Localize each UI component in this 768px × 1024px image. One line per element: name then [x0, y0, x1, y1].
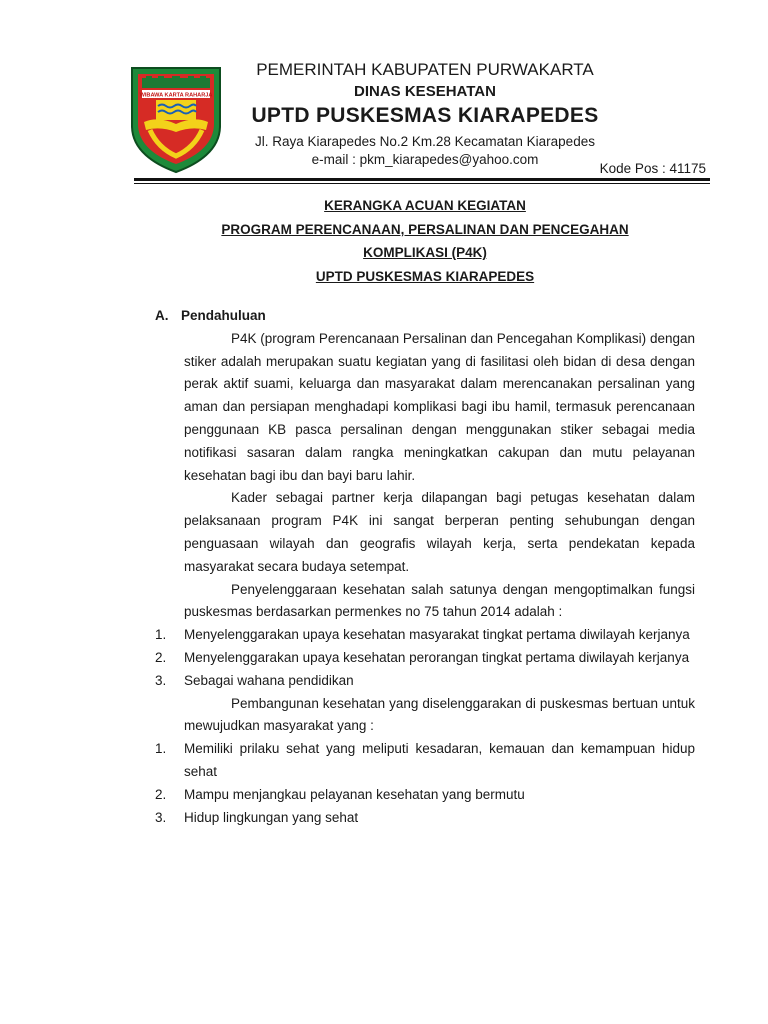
paragraph-3: Penyelenggaraan kesehatan salah satunya dengan mengoptimalkan fungsi puskesmas berdasarkan permenkes no 75 tahun 2014 adalah : — [184, 581, 695, 620]
postal-code: Kode Pos : 41175 — [599, 161, 706, 176]
letterhead-rule-thin — [134, 183, 710, 184]
paragraph-4: Pembangunan kesehatan yang diselenggarakan di puskesmas bertuan untuk mewujudkan masyarakat yang : — [184, 695, 695, 734]
svg-text:WIBAWA KARTA RAHARJA: WIBAWA KARTA RAHARJA — [139, 92, 213, 99]
title-line-4: UPTD PUSKESMAS KIARAPEDES — [315, 268, 535, 284]
section-label: A. — [155, 308, 169, 323]
paragraph-1: P4K (program Perencanaan Persalinan dan Pencegahan Komplikasi) dengan stiker adalah merupakan suatu kegiatan yang di fasilitasi oleh bidan di desa dengan perak aktif suami, keluarga dan masyarakat dalam merencanakan persalinan yang aman dan persiapan menghadapi komplikasi bagi ibu hamil, termasuk perencanaan penggunaan KB pasca persalinan dengan menggunakan stiker sebagai media notifikasi sasaran dalam rangka meningkatkan cakupan dan mutu pelayanan kesehatan bagi ibu dan bayi baru lahir. — [184, 330, 695, 483]
list-item: 3. Hidup lingkungan yang sehat — [155, 809, 359, 825]
institution-name: UPTD PUSKESMAS KIARAPEDES — [251, 104, 599, 127]
list-item: 1. Memiliki prilaku sehat yang meliputi kesadaran, kemauan dan kemampuan hidup sehat — [155, 741, 695, 779]
function-list — [155, 624, 695, 692]
title-line-2: PROGRAM PERENCANAAN, PERSALINAN DAN PENCEGAHAN — [221, 221, 629, 237]
letterhead — [250, 56, 600, 169]
list-item: 2. Mampu menjangkau pelayanan kesehatan yang bermutu — [155, 786, 525, 802]
list-item: 3. Sebagai wahana pendidikan — [155, 672, 354, 688]
section-title: Pendahuluan — [181, 308, 266, 323]
address: Jl. Raya Kiarapedes No.2 Km.28 Kecamatan Kiarapedes — [255, 134, 595, 149]
email: e-mail : pkm_kiarapedes@yahoo.com — [311, 152, 539, 167]
list-item: 1. Menyelenggarakan upaya kesehatan masyarakat tingkat pertama diwilayah kerjanya — [155, 627, 690, 643]
document-titles — [134, 194, 716, 288]
list-item: 2. Menyelenggarakan upaya kesehatan perorangan tingkat pertama diwilayah kerjanya — [155, 649, 690, 665]
title-line-1: KERANGKA ACUAN KEGIATAN — [324, 198, 526, 213]
goal-list — [155, 738, 695, 829]
letterhead-rule-thick — [134, 178, 710, 181]
section-heading — [155, 305, 695, 328]
document-body — [155, 305, 695, 829]
department-name: DINAS KESEHATAN — [354, 83, 496, 100]
title-line-3: KOMPLIKASI (P4K) — [363, 245, 487, 260]
paragraph-2: Kader sebagai partner kerja dilapangan bagi petugas kesehatan dalam pelaksanaan program P4K ini sangat berperan penting sehubungan dengan penguasaan wilayah dan geografis wilayah kerja, serta pendekatan kepada masyarakat secara budaya setempat. — [184, 490, 695, 574]
government-name: PEMERINTAH KABUPATEN PURWAKARTA — [256, 60, 594, 79]
purwakarta-emblem-icon — [128, 64, 224, 174]
